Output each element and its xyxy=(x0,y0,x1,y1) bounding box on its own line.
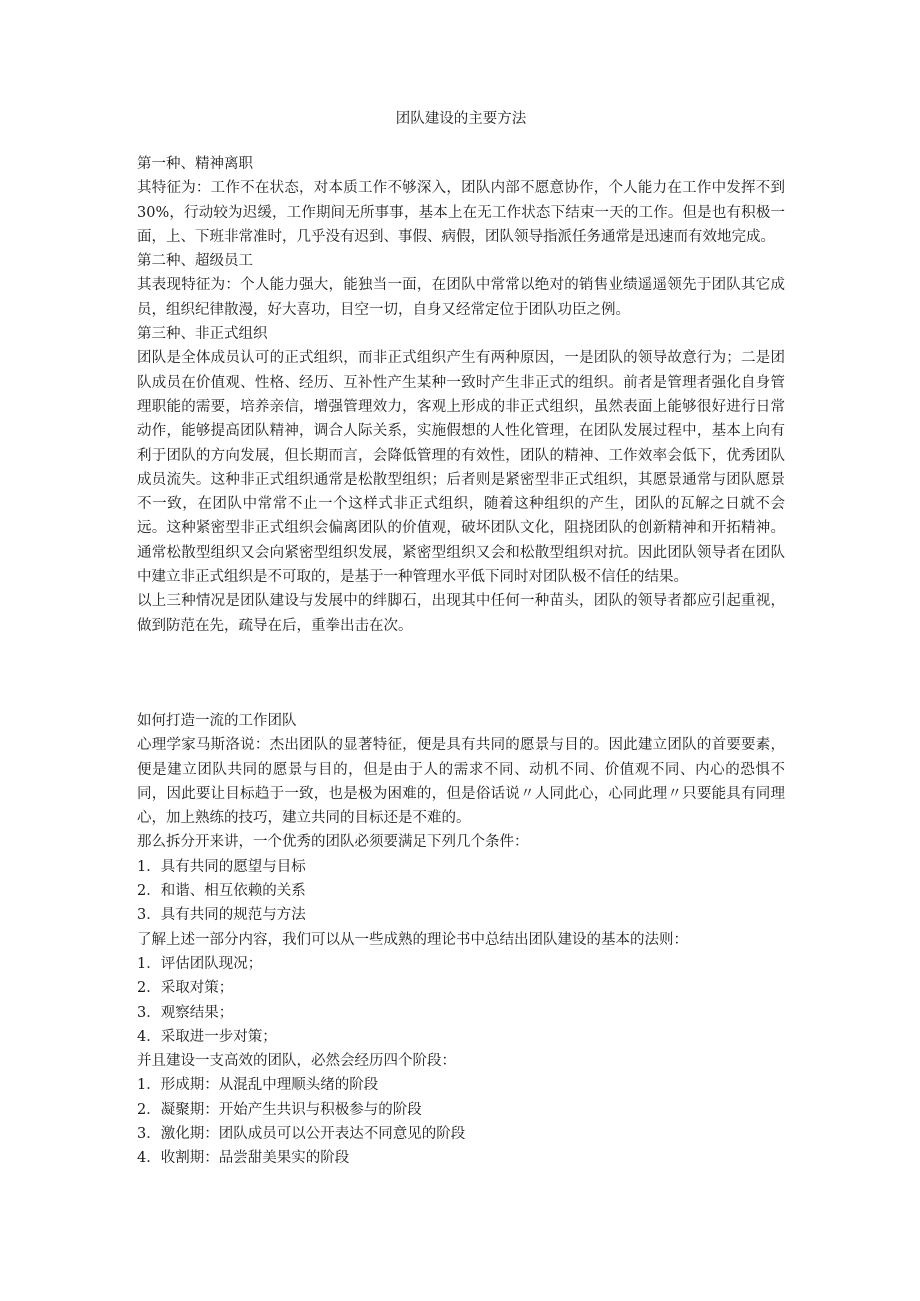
list-item: 1．形成期：从混乱中理顺头绪的阶段 xyxy=(137,1077,379,1094)
paragraph-type-3: 团队是全体成员认可的正式组织，而非正式组织产生有两种原因，一是团队的领导故意行为；二是团队成员在价值观、性格、经历、互补性产生某种一致时产生非正式的组织。前者是管理者强化自身管理职能的需要，培养亲信，增强管理效力，客观上形成的非正式组织，虽然表面上能够很好进行日常动作，能够提高团队精神，调合人际关系，实施假想的人性化管理，在团队发展过程中，基本上向有利于团队的方向发展，但长期而言，会降低管理的有效性，团队的精神、工作效率会低下，优秀团队成员流失。这种非正式组织通常是松散型组织；后者则是紧密型非正式组织，其愿景通常与团队愿景不一致，在团队中常常不止一个这样式非正式组织，随着这种组织的产生，团队的瓦解之日就不会远。这种紧密型非正式组织会偏离团队的价值观，破坏团队文化，阻挠团队的创新精神和开拓精神。通常松散型组织又会向紧密型组织发展，紧密型组织又会和松散型组织对抗。因此团队领导者在团队中建立非正式组织是不可取的，是基于一种管理水平低下同时对团队极不信任的结果。 xyxy=(137,350,785,586)
list-item: 3．激化期：团队成员可以公开表达不同意见的阶段 xyxy=(137,1126,466,1143)
list-item: 3．观察结果； xyxy=(137,1004,234,1021)
document-title: 团队建设的主要方法 xyxy=(395,111,527,127)
paragraph-summary: 以上三种情况是团队建设与发展中的绊脚石，出现其中任何一种苗头，团队的领导者都应引起重视，做到防范在先，疏导在后，重拳出击在次。 xyxy=(137,593,785,634)
list-item: 4．收割期：品尝甜美果实的阶段 xyxy=(137,1150,350,1167)
section-build-team xyxy=(137,709,785,1171)
list-item: 2．采取对策； xyxy=(137,980,234,997)
paragraph-rules-intro: 了解上述一部分内容，我们可以从一些成熟的理论书中总结出团队建设的基本的法则： xyxy=(137,931,688,948)
list-item: 2．和谐、相互依赖的关系 xyxy=(137,883,306,900)
list-item: 2．凝聚期：开始产生共识与积极参与的阶段 xyxy=(137,1101,422,1118)
paragraph-type-1: 其特征为：工作不在状态，对本质工作不够深入，团队内部不愿意协作，个人能力在工作中发挥不到30%，行动较为迟缓，工作期间无所事事，基本上在无工作状态下结束一天的工作。但是也有积极一面，上、下班非常准时，几乎没有迟到、事假、病假，团队领导指派任务通常是迅速而有效地完成。 xyxy=(137,180,785,245)
paragraph-type-2: 其表现特征为：个人能力强大，能独当一面，在团队中常常以绝对的销售业绩遥遥领先于团队其它成员，组织纪律散漫，好大喜功，目空一切，自身又经常定位于团队功臣之例。 xyxy=(137,277,785,318)
section-member-types xyxy=(137,152,785,638)
heading-type-3: 第三种、非正式组织 xyxy=(137,326,268,343)
list-item: 1．评估团队现况； xyxy=(137,955,263,972)
heading-type-1: 第一种、精神离职 xyxy=(137,156,253,172)
paragraph-maslow: 心理学家马斯洛说：杰出团队的显著特征，便是具有共同的愿景与目的。因此建立团队的首要要素，便是建立团队共同的愿景与目的，但是由于人的需求不同、动机不同、价值观不同、内心的恐惧不同，因此要让目标趋于一致，也是极为困难的，但是俗话说〃人同此心，心同此理〃只要能具有同理心，加上熟练的技巧，建立共同的目标还是不难的。 xyxy=(137,737,785,827)
list-item: 4．采取进一步对策； xyxy=(137,1028,277,1045)
section-heading: 如何打造一流的工作团队 xyxy=(137,713,297,729)
list-item: 3．具有共同的规范与方法 xyxy=(137,907,306,924)
heading-type-2: 第二种、超级员工 xyxy=(137,253,253,270)
list-item: 1．具有共同的愿望与目标 xyxy=(137,858,306,875)
paragraph-stages-intro: 并且建设一支高效的团队，必然会经历四个阶段： xyxy=(137,1053,456,1070)
paragraph-conditions-intro: 那么拆分开来讲，一个优秀的团队必须要满足下列几个条件： xyxy=(137,834,529,851)
